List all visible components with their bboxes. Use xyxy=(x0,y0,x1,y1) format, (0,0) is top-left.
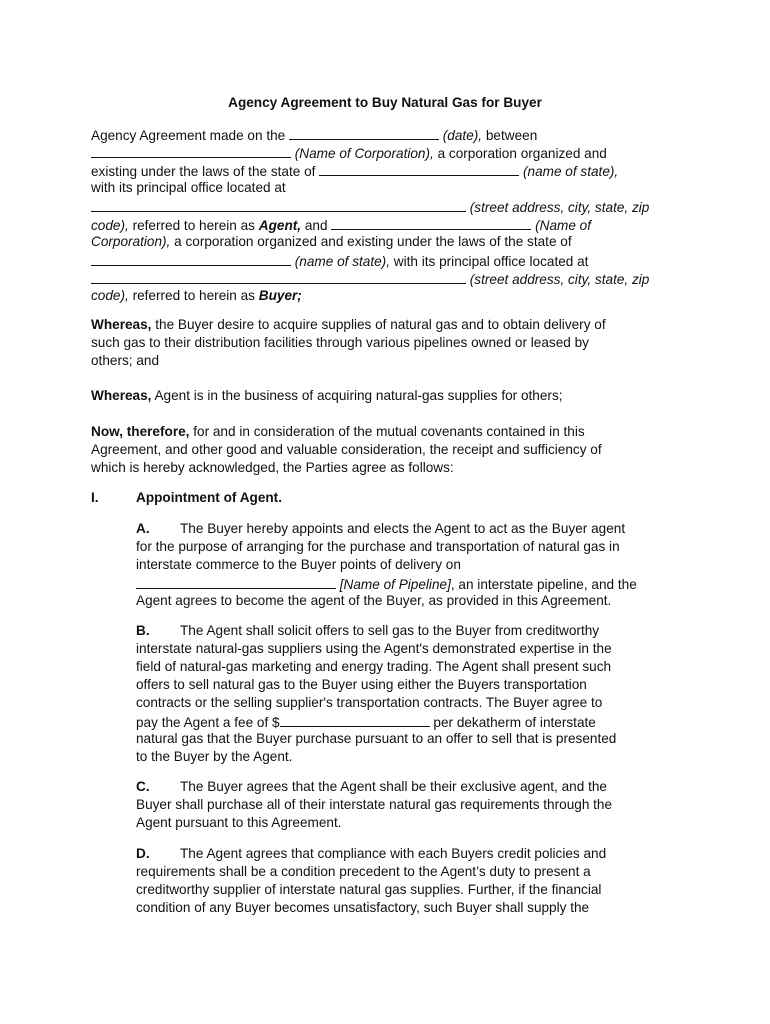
paragraph-text: Agent is in the business of acquiring natural-gas supplies for others; xyxy=(154,388,563,403)
paragraph-line: contracts or the selling supplier's transportation contracts. The Buyer agree to xyxy=(136,695,603,710)
paragraph-text: The Agent shall solicit offers to sell gas to the Buyer from creditworthy xyxy=(180,623,600,638)
paragraph-line xyxy=(91,423,681,441)
section-heading: Appointment of Agent. xyxy=(136,490,282,505)
paragraph-line xyxy=(136,778,681,796)
intro-line xyxy=(91,125,681,143)
fee-blank[interactable] xyxy=(280,712,430,727)
whereas-paragraph xyxy=(91,316,681,370)
address-blank[interactable] xyxy=(91,197,466,212)
state-hint: (name of state), xyxy=(523,164,619,179)
address-hint: code), xyxy=(91,218,129,233)
whereas-paragraph xyxy=(91,387,681,405)
address-hint: code), xyxy=(91,288,129,303)
paragraph-line: Agent pursuant to this Agreement. xyxy=(136,815,342,830)
paragraph-line: interstate natural-gas suppliers using the Agent's demonstrated expertise in the xyxy=(136,641,612,656)
paragraph-line: interstate commerce to the Buyer points of delivery on xyxy=(136,557,461,572)
paragraph-line: field of natural-gas marketing and energy trading. The Agent shall present such xyxy=(136,659,612,674)
date-blank[interactable] xyxy=(289,125,439,140)
paragraph-text: the Buyer desire to acquire supplies of natural gas and to obtain delivery of xyxy=(155,317,606,332)
paragraph-line: offers to sell natural gas to the Buyer using either the Buyers transportation xyxy=(136,677,587,692)
state-hint: (name of state), xyxy=(294,254,390,269)
corporation-hint: (Name of Corporation), xyxy=(294,146,434,161)
intro-line xyxy=(91,287,681,305)
intro-text: Agency Agreement made on the xyxy=(91,128,286,143)
paragraph-label: D. xyxy=(136,846,150,861)
paragraph-line xyxy=(136,845,681,863)
paragraph-line: natural gas that the Buyer purchase pursuant to an offer to sell that is presented xyxy=(136,731,617,746)
state-blank[interactable] xyxy=(319,161,519,176)
paragraph-text: , an interstate pipeline, and the xyxy=(450,577,637,592)
paragraph-text: for and in consideration of the mutual covenants contained in this xyxy=(193,424,585,439)
document-title: Agency Agreement to Buy Natural Gas for Buyer xyxy=(228,95,542,110)
corporation-hint: (Name of xyxy=(535,218,591,233)
paragraph-line: Agreement, and other good and valuable consideration, the receipt and sufficiency of xyxy=(91,442,602,457)
paragraph-b xyxy=(136,622,681,766)
intro-text: and xyxy=(304,218,328,233)
paragraph-a xyxy=(136,520,681,610)
buyer-term: Buyer; xyxy=(258,288,302,303)
now-therefore-paragraph xyxy=(91,423,681,477)
pipeline-hint: [Name of Pipeline] xyxy=(339,577,451,592)
paragraph-label: A. xyxy=(136,521,150,536)
paragraph-line: such gas to their distribution facilities through various pipelines owned or leased by xyxy=(91,335,589,350)
intro-line xyxy=(91,233,681,251)
intro-text: between xyxy=(485,128,538,143)
paragraph-line: requirements shall be a condition precedent to the Agent’s duty to present a xyxy=(136,864,591,879)
intro-text: referred to herein as xyxy=(132,288,255,303)
paragraph-line xyxy=(136,622,681,640)
paragraph-text: The Buyer agrees that the Agent shall be their exclusive agent, and the xyxy=(180,779,607,794)
corporation-hint: Corporation), xyxy=(91,234,171,249)
corporation-name-blank[interactable] xyxy=(91,143,291,158)
intro-paragraph xyxy=(91,125,681,305)
paragraph-line: which is hereby acknowledged, the Parties agree as follows: xyxy=(91,460,454,475)
pipeline-blank[interactable] xyxy=(136,574,336,589)
whereas-lead: Whereas, xyxy=(91,317,152,332)
state-blank[interactable] xyxy=(91,251,291,266)
paragraph-text: pay the Agent a fee of $ xyxy=(136,715,280,730)
paragraph-line: condition of any Buyer becomes unsatisfactory, such Buyer shall supply the xyxy=(136,900,590,915)
intro-line: with its principal office located at xyxy=(91,180,286,195)
intro-line xyxy=(91,251,681,269)
intro-text: a corporation organized and existing under the laws of the state of xyxy=(174,234,572,249)
intro-text: existing under the laws of the state of xyxy=(91,164,316,179)
paragraph-line xyxy=(91,387,681,405)
whereas-lead: Whereas, xyxy=(91,388,152,403)
paragraph-line xyxy=(136,712,681,730)
corporation-name-blank[interactable] xyxy=(331,215,531,230)
intro-text: with its principal office located at xyxy=(393,254,589,269)
date-hint: (date), xyxy=(442,128,483,143)
intro-line xyxy=(91,197,681,215)
paragraph-line: creditworthy supplier of interstate natural gas supplies. Further, if the financial xyxy=(136,882,602,897)
paragraph-label: C. xyxy=(136,779,150,794)
paragraph-line: to the Buyer by the Agent. xyxy=(136,749,293,764)
paragraph-line: for the purpose of arranging for the purchase and transportation of natural gas in xyxy=(136,539,620,554)
paragraph-c xyxy=(136,778,681,832)
paragraph-d xyxy=(136,845,681,917)
paragraph-line: Agent agrees to become the agent of the Buyer, as provided in this Agreement. xyxy=(136,593,612,608)
paragraph-text: The Buyer hereby appoints and elects the Agent to act as the Buyer agent xyxy=(180,521,626,536)
agent-term: Agent, xyxy=(258,218,302,233)
paragraph-text: per dekatherm of interstate xyxy=(433,715,596,730)
paragraph-line xyxy=(91,316,681,334)
intro-line xyxy=(91,269,681,287)
intro-line xyxy=(91,161,681,179)
intro-line xyxy=(91,215,681,233)
address-hint: (street address, city, state, zip xyxy=(469,272,650,287)
address-hint: (street address, city, state, zip xyxy=(469,200,650,215)
paragraph-text: The Agent agrees that compliance with each Buyers credit policies and xyxy=(180,846,607,861)
paragraph-line: Buyer shall purchase all of their interstate natural gas requirements through the xyxy=(136,797,613,812)
intro-text: referred to herein as xyxy=(132,218,255,233)
now-therefore-lead: Now, therefore, xyxy=(91,424,190,439)
paragraph-line xyxy=(136,520,681,538)
paragraph-label: B. xyxy=(136,623,150,638)
section-number: I. xyxy=(91,490,99,505)
paragraph-line: others; and xyxy=(91,353,160,368)
address-blank[interactable] xyxy=(91,269,466,284)
intro-text: a corporation organized and xyxy=(437,146,607,161)
intro-line xyxy=(91,143,681,161)
paragraph-line xyxy=(136,574,681,592)
